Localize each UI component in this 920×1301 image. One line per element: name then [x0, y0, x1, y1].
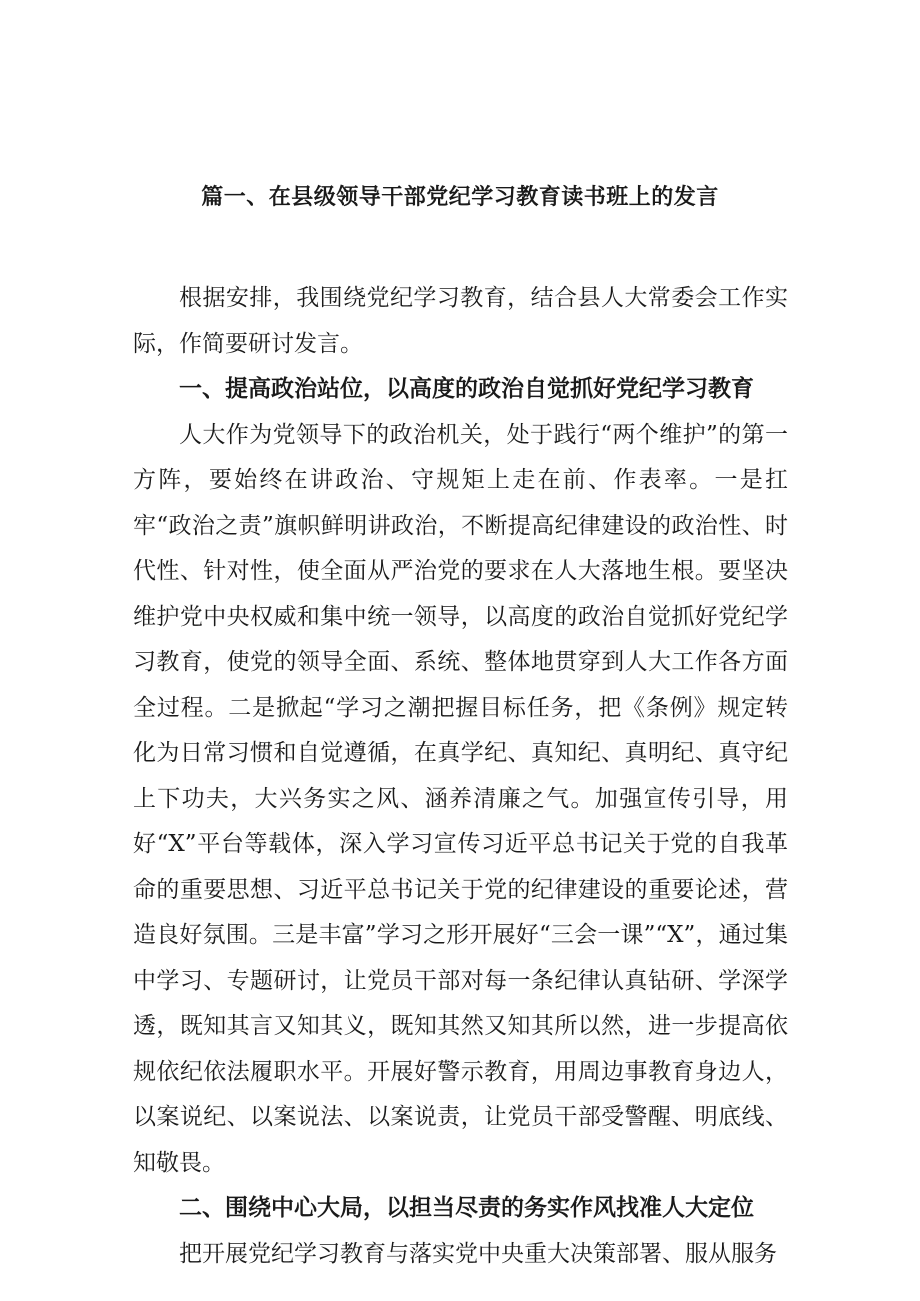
- body-paragraph: 根据安排，我围绕党纪学习教育，结合县人大常委会工作实际，作简要研讨发言。: [133, 285, 788, 357]
- body-paragraph: 把开展党纪学习教育与落实党中央重大决策部署、服从服务: [179, 1240, 777, 1267]
- section-heading: 一、提高政治站位，以高度的政治自觉抓好党纪学习教育: [179, 376, 754, 402]
- document-body: [133, 276, 788, 1277]
- section-heading: 二、围绕中心大局，以担当尽责的务实作风找准人大定位: [179, 1195, 754, 1221]
- body-paragraph: 人大作为党领导下的政治机关，处于践行“两个维护”的第一方阵，要始终在讲政治、守规矩上走在前、作表率。一是扛牢“政治之责”旗帜鲜明讲政治，不断提高纪律建设的政治性、时代性、针对性，使全面从严治党的要求在人大落地生根。要坚决维护党中央权威和集中统一领导，以高度的政治自觉抓好党纪学习教育，使党的领导全面、系统、整体地贯穿到人大工作各方面全过程。二是掀起“学习之潮把握目标任务，把《条例》规定转化为日常习惯和自觉遵循，在真学纪、真知纪、真明纪、真守纪上下功夫，大兴务实之风、涵养清廉之气。加强宣传引导，用好“X”平台等载体，深入学习宣传习近平总书记关于党的自我革命的重要思想、习近平总书记关于党的纪律建设的重要论述，营造良好氛围。三是丰富”学习之形开展好“三会一课”“X”，通过集中学习、专题研讨，让党员干部对每一条纪律认真钻研、学深学透，既知其言又知其义，既知其然又知其所以然，进一步提高依规依纪依法履职水平。开展好警示教育，用周边事教育身边人，以案说纪、以案说法、以案说责，让党员干部受警醒、明底线、知敬畏。: [133, 421, 788, 1176]
- document-title: 篇一、在县级领导干部党纪学习教育读书班上的发言: [201, 185, 719, 210]
